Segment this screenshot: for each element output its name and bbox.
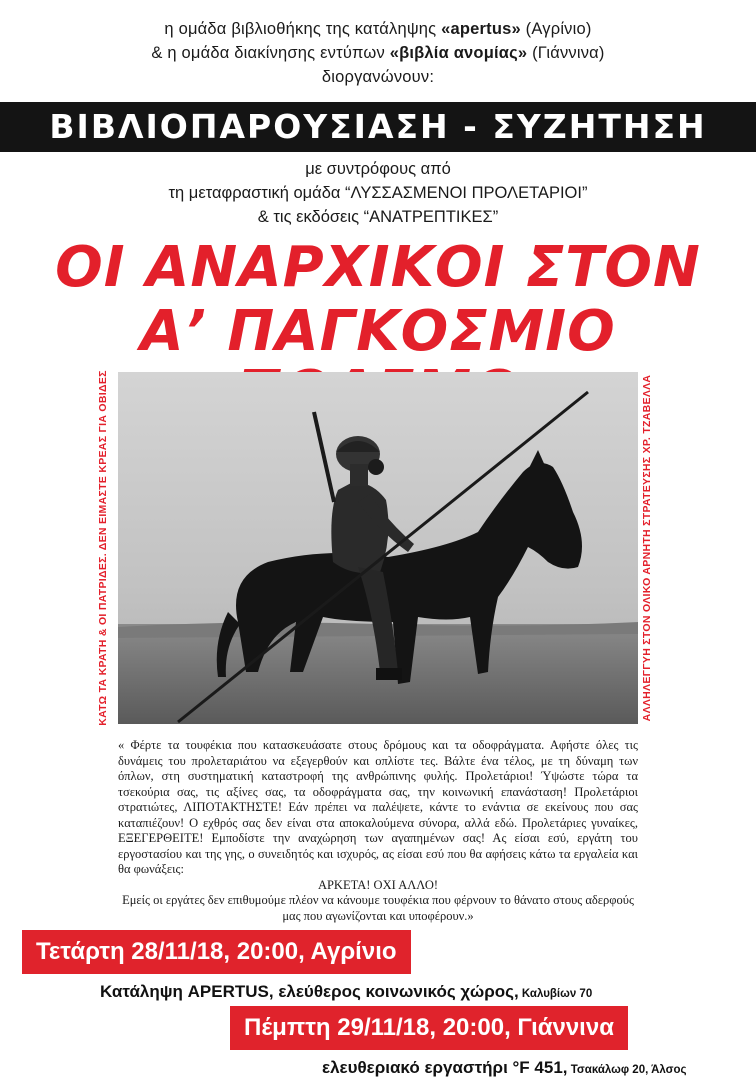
event-type-banner: ΒΙΒΛΙΟΠΑΡΟΥΣΙΑΣΗ - ΣΥΖΗΤΗΣΗ	[0, 102, 756, 152]
main-title-line-1: ΟΙ ΑΝΑΡΧΙΚΟΙ ΣΤΟΝ	[55, 235, 701, 300]
event-2-datetime: Πέμπτη 29/11/18, 20:00, Γιάννινα	[230, 1006, 628, 1050]
main-title-line-2: Α’ ΠΑΓΚΟΣΜΙΟ	[140, 299, 616, 364]
subtitle-line-1: με συντρόφους από	[305, 160, 451, 178]
quote-block	[118, 738, 638, 924]
side-slogan-left: ΚΑΤΩ ΤΑ ΚΡΑΤΗ & ΟΙ ΠΑΤΡΙΔΕΣ. ΔΕΝ ΕΙΜΑΣΤΕ ΚΡΕΑΣ ΓΙΑ ΟΒΙΔΕΣ	[97, 370, 109, 726]
event-2-venue-name: ελευθεριακό εργαστήρι °F 451,	[322, 1058, 568, 1077]
event-2-address: Τσακάλωφ 20, Άλσος	[567, 1064, 687, 1076]
subtitle-line-3: & τις εκδόσεις “ΑΝΑΤΡΕΠΤΙΚΕΣ”	[257, 208, 499, 226]
event-2-venue	[322, 1058, 687, 1078]
event-1-venue-name: Κατάληψη APERTUS, ελεύθερος κοινωνικός χώρος,	[100, 982, 519, 1001]
quote-shout: ΑΡΚΕΤΑ! ΟΧΙ ΑΛΛΟ!	[317, 877, 439, 892]
event-1-venue	[100, 982, 592, 1002]
subtitle-line-2: τη μεταφραστική ομάδα “ΛΥΣΣΑΣΜΕΝΟΙ ΠΡΟΛΕΤΑΡΙΟΙ”	[168, 184, 588, 202]
intro-line-3: διοργανώνουν:	[321, 68, 435, 86]
side-slogan-right: ΑΛΛΗΛΕΓΓΥΗ ΣΤΟΝ ΟΛΙΚΟ ΑΡΝΗΤΗ ΣΤΡΑΤΕΥΣΗΣ ΧΡ. ΤΖΑΒΕΛΛΑ	[641, 374, 653, 722]
soldier-on-horse-photo	[118, 372, 638, 724]
soldier-on-horse-illustration	[118, 372, 638, 724]
intro-line-2: & η ομάδα διακίνησης εντύπων «βιβλία ανομίας» (Γιάννινα)	[151, 44, 605, 62]
event-1-datetime: Τετάρτη 28/11/18, 20:00, Αγρίνιο	[22, 930, 411, 974]
event-1-address: Καλυβίων 70	[518, 988, 593, 1000]
intro-line-1: η ομάδα βιβλιοθήκης της κατάληψης «apertus» (Αγρίνιο)	[164, 20, 592, 38]
quote-body: « Φέρτε τα τουφέκια που κατασκευάσατε στους δρόμους και τα οδοφράγματα. Αφήστε όλες τις δυνάμεις του προλεταριάτου να εξεγερθούν και οπλίστε τες. Βάλτε ένα τέλος, με τη δύναμη των όπλων, στη συστηματική καταστροφή της ανθρώπινης φυλής. Προλετάριοι! Ύψώστε τώρα τα τσεκούρια σας, τις αξίνες σας, τα οδοφράγματα σας, την κοινωνική επανάσταση! Προλετάριοι στρατιώτες, ΛΙΠΟΤΑΚΤΗΣΤΕ! Εάν πρέπει να παλέψετε, κάντε το ενάντια σε εκείνους που σας καταπιέζουν! Ο εχθρός σας δεν είναι στα αποκαλούμενα σύνορα, αλλά εδώ. Προλετάριες γυναίκες, ΕΞΕΓΕΡΘΕΙΤΕ! Εμποδίστε την αναχώρηση των αγαπημένων σας! Ας είσαι εσύ, εργάτη του εργοστασίου και της γης, ο συνειδητός και ισχυρός, ας είσαι εσύ που θα αφήσεις κάτω τα εργαλεία και θα φωνάξεις:	[118, 738, 638, 876]
quote-ending: Εμείς οι εργάτες δεν επιθυμούμε πλέον να κάνουμε τουφέκια που φέρνουν το θάνατο στους αδερφούς μας που αγωνίζονται και υποφέρουν.»	[122, 893, 634, 923]
